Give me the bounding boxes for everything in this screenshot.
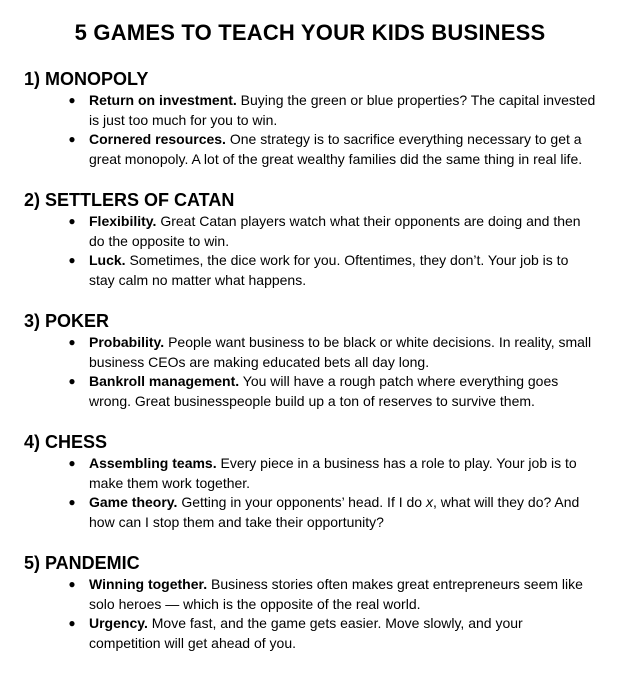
item-text: Every piece in a business has a role to play. Your job is to make them work together. — [89, 455, 577, 491]
list-item — [68, 575, 596, 614]
item-text: Business stories often makes great entrepreneurs seem like solo heroes — which is the opposite of the real world. — [89, 576, 583, 612]
section-heading: 1) MONOPOLY — [24, 69, 149, 89]
item-term: Bankroll management. — [89, 373, 240, 389]
bullet-list — [24, 575, 596, 653]
document-title: 5 GAMES TO TEACH YOUR KIDS BUSINESS — [74, 20, 546, 45]
item-term: Urgency. — [89, 615, 148, 631]
item-text-italic: x — [425, 494, 433, 510]
bullet-icon: ● — [68, 335, 76, 349]
list-item — [68, 91, 596, 130]
list-item — [68, 614, 596, 653]
item-term: Winning together. — [89, 576, 208, 592]
section-heading: 4) CHESS — [24, 432, 108, 452]
bullet-list — [24, 333, 596, 411]
section-heading: 5) PANDEMIC — [24, 553, 140, 573]
bullet-icon: ● — [68, 456, 76, 470]
item-text: Move fast, and the game gets easier. Move slowly, and your competition will get ahead of you. — [89, 615, 523, 651]
section-monopoly — [24, 67, 596, 169]
item-text: One strategy is to sacrifice everything necessary to get a great monopoly. A lot of the great wealthy families did the same thing in real life. — [89, 131, 583, 167]
item-term: Flexibility. — [89, 213, 157, 229]
list-item — [68, 130, 596, 169]
item-text: Buying the green or blue properties? The capital invested is just too much for you to win. — [89, 92, 596, 128]
item-text: Sometimes, the dice work for you. Oftentimes, they don’t. Your job is to stay calm no matter what happens. — [89, 252, 569, 288]
list-item — [68, 333, 596, 372]
list-item — [68, 454, 596, 493]
bullet-icon: ● — [68, 93, 76, 107]
bullet-list — [24, 212, 596, 290]
list-item — [68, 251, 596, 290]
bullet-icon: ● — [68, 214, 76, 228]
bullet-list — [24, 91, 596, 169]
section-heading: 2) SETTLERS OF CATAN — [24, 190, 235, 210]
bullet-icon: ● — [68, 253, 76, 267]
item-term: Return on investment. — [89, 92, 237, 108]
section-pandemic — [24, 551, 596, 653]
bullet-icon: ● — [68, 132, 76, 146]
bullet-icon: ● — [68, 616, 76, 630]
bullet-icon: ● — [68, 374, 76, 388]
item-term: Game theory. — [89, 494, 178, 510]
item-text: Great Catan players watch what their opponents are doing and then do the opposite to win. — [89, 213, 581, 249]
list-item — [68, 212, 596, 251]
bullet-list — [24, 454, 596, 532]
section-heading: 3) POKER — [24, 311, 110, 331]
item-term: Luck. — [89, 252, 126, 268]
item-text: You will have a rough patch where everything goes wrong. Great businesspeople build up a ton of reserves to survive them. — [89, 373, 559, 409]
bullet-icon: ● — [68, 495, 76, 509]
item-text: Getting in your opponents’ head. If I do — [177, 494, 426, 510]
item-term: Probability. — [89, 334, 165, 350]
list-item — [68, 493, 596, 532]
item-term: Cornered resources. — [89, 131, 226, 147]
bullet-icon: ● — [68, 577, 76, 591]
section-settlers-of-catan — [24, 188, 596, 290]
item-text: People want business to be black or white decisions. In reality, small business CEOs are making educated bets all day long. — [89, 334, 592, 370]
list-item — [68, 372, 596, 411]
section-poker — [24, 309, 596, 411]
item-text: , what will they do? And how can I stop them and take their opportunity? — [89, 494, 580, 530]
section-chess — [24, 430, 596, 532]
item-term: Assembling teams. — [89, 455, 217, 471]
